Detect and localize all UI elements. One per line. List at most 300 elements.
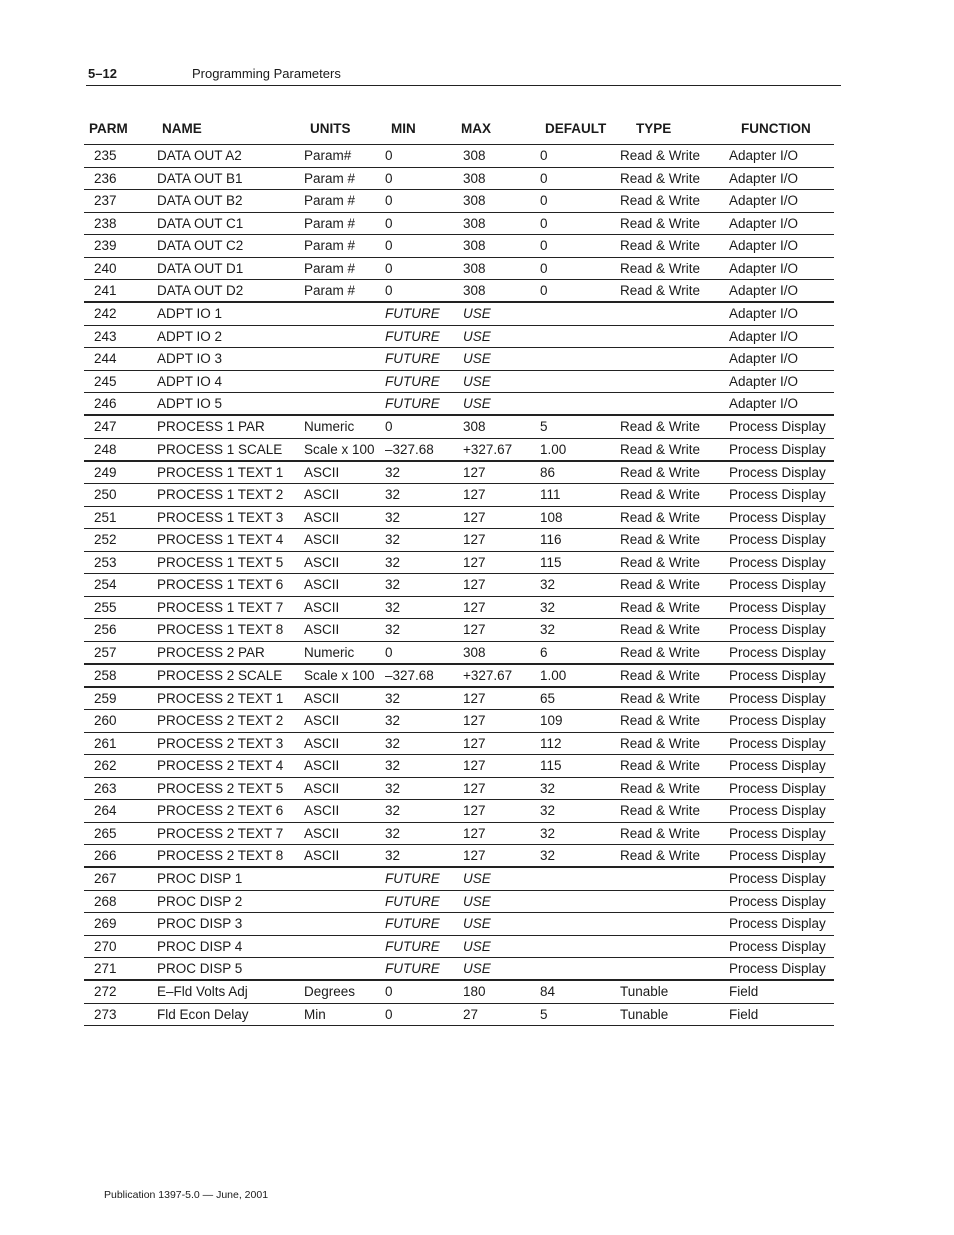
cell-default: 0 (540, 193, 548, 208)
table-row (84, 958, 834, 981)
table-row (84, 348, 834, 371)
cell-default: 32 (540, 848, 556, 863)
cell-function: Adapter I/O (729, 373, 799, 389)
table-row (84, 416, 834, 439)
col-header-min: MIN (391, 121, 416, 136)
table-row (84, 574, 834, 597)
cell-name: ADPT IO 1 (157, 306, 223, 321)
cell-name: E–Fld Volts Adj (157, 984, 248, 999)
cell-function: Adapter I/O (729, 306, 799, 321)
table-row (84, 303, 834, 326)
cell-type: Read & Write (620, 509, 701, 525)
cell-units: Min (304, 1006, 326, 1022)
table-row (84, 529, 834, 552)
table-header (0, 121, 954, 141)
cell-function: Process Display (729, 622, 826, 637)
cell-units: Scale x 100 (304, 441, 375, 457)
cell-default: 0 (540, 170, 548, 186)
cell-default: 32 (540, 599, 556, 615)
cell-function: Adapter I/O (729, 215, 799, 231)
cell-default: 5 (540, 419, 548, 434)
table-row (84, 733, 834, 756)
col-header-default: DEFAULT (545, 121, 607, 136)
cell-min: 0 (385, 193, 393, 208)
cell-min: 32 (385, 487, 401, 502)
cell-default: 32 (540, 577, 556, 592)
cell-min: FUTURE (385, 893, 440, 909)
cell-name: PROCESS 1 TEXT 1 (157, 464, 284, 480)
table-row (84, 552, 834, 575)
table-row (84, 145, 834, 168)
cell-type: Read & Write (620, 599, 701, 615)
cell-name: Fld Econ Delay (157, 1006, 249, 1022)
cell-min: 32 (385, 554, 401, 570)
cell-min: 0 (385, 170, 393, 186)
cell-function: Adapter I/O (729, 328, 799, 344)
cell-name: ADPT IO 5 (157, 396, 223, 411)
cell-max: USE (463, 871, 491, 886)
cell-type: Read & Write (620, 803, 701, 818)
cell-default: 0 (540, 238, 548, 253)
cell-function: Process Display (729, 599, 826, 615)
cell-min: FUTURE (385, 871, 440, 886)
cell-max: 127 (463, 848, 486, 863)
cell-type: Tunable (620, 984, 669, 999)
cell-units: ASCII (304, 599, 340, 615)
col-header-max: MAX (461, 121, 491, 136)
cell-max: 127 (463, 599, 486, 615)
cell-units: ASCII (304, 622, 340, 637)
cell-max: 127 (463, 622, 486, 637)
cell-max: 127 (463, 487, 486, 502)
cell-parm: 247 (94, 419, 117, 434)
table-row (84, 845, 834, 868)
cell-max: +327.67 (463, 667, 513, 683)
cell-units: ASCII (304, 848, 340, 863)
cell-max: 127 (463, 532, 486, 547)
cell-function: Process Display (729, 735, 826, 751)
cell-units: ASCII (304, 735, 340, 751)
cell-type: Read & Write (620, 554, 701, 570)
cell-type: Read & Write (620, 283, 701, 298)
cell-max: 308 (463, 170, 486, 186)
cell-max: 180 (463, 984, 486, 999)
cell-max: 127 (463, 464, 486, 480)
cell-max: 308 (463, 260, 486, 276)
cell-name: PROCESS 1 TEXT 7 (157, 599, 284, 615)
cell-min: 0 (385, 238, 393, 253)
cell-default: 0 (540, 148, 548, 163)
cell-default: 32 (540, 803, 556, 818)
cell-max: 308 (463, 238, 486, 253)
cell-parm: 252 (94, 532, 117, 547)
cell-parm: 248 (94, 441, 117, 457)
parameter-table (84, 144, 834, 1026)
cell-name: PROCESS 2 TEXT 5 (157, 780, 284, 796)
cell-name: PROCESS 1 TEXT 2 (157, 487, 284, 502)
cell-type: Read & Write (620, 622, 701, 637)
cell-max: 127 (463, 554, 486, 570)
cell-function: Process Display (729, 644, 826, 660)
cell-type: Read & Write (620, 735, 701, 751)
cell-function: Process Display (729, 419, 826, 434)
cell-name: DATA OUT D1 (157, 260, 244, 276)
cell-default: 32 (540, 780, 556, 796)
cell-max: 27 (463, 1006, 479, 1022)
cell-function: Process Display (729, 780, 826, 796)
cell-min: FUTURE (385, 328, 440, 344)
cell-name: PROCESS 2 TEXT 8 (157, 848, 284, 863)
table-row (84, 168, 834, 191)
cell-min: 32 (385, 509, 401, 525)
cell-max: 127 (463, 577, 486, 592)
cell-default: 32 (540, 622, 556, 637)
cell-parm: 243 (94, 328, 117, 344)
col-header-name: NAME (162, 121, 202, 136)
cell-name: PROC DISP 2 (157, 893, 243, 909)
cell-min: –327.68 (385, 667, 434, 683)
cell-parm: 260 (94, 713, 117, 728)
cell-units: ASCII (304, 464, 340, 480)
cell-units: Param # (304, 260, 356, 276)
cell-min: 0 (385, 1006, 393, 1022)
cell-type: Read & Write (620, 713, 701, 728)
cell-units: ASCII (304, 758, 340, 773)
cell-parm: 271 (94, 961, 117, 976)
cell-name: DATA OUT A2 (157, 148, 242, 163)
cell-function: Process Display (729, 916, 826, 931)
table-row (84, 371, 834, 394)
cell-default: 109 (540, 713, 563, 728)
cell-function: Process Display (729, 871, 826, 886)
cell-min: 0 (385, 260, 393, 276)
cell-min: 32 (385, 622, 401, 637)
cell-function: Field (729, 1006, 759, 1022)
cell-type: Read & Write (620, 848, 701, 863)
cell-name: ADPT IO 2 (157, 328, 223, 344)
cell-parm: 255 (94, 599, 117, 615)
cell-name: PROC DISP 3 (157, 916, 243, 931)
page-number: 5–12 (88, 66, 117, 81)
cell-min: 32 (385, 735, 401, 751)
cell-min: 32 (385, 848, 401, 863)
col-header-units: UNITS (310, 121, 351, 136)
cell-parm: 264 (94, 803, 117, 818)
cell-units: Degrees (304, 984, 356, 999)
cell-function: Process Display (729, 938, 826, 954)
cell-name: PROCESS 2 PAR (157, 644, 265, 660)
cell-units: Param# (304, 148, 352, 163)
cell-max: 308 (463, 193, 486, 208)
table-row (84, 190, 834, 213)
cell-min: FUTURE (385, 961, 440, 976)
cell-min: 32 (385, 532, 401, 547)
cell-parm: 236 (94, 170, 117, 186)
cell-parm: 258 (94, 667, 117, 683)
cell-default: 112 (540, 735, 562, 751)
cell-parm: 251 (94, 509, 117, 525)
cell-min: FUTURE (385, 306, 440, 321)
cell-name: DATA OUT D2 (157, 283, 244, 298)
header-rule (86, 85, 841, 86)
cell-name: PROCESS 1 TEXT 4 (157, 532, 284, 547)
cell-type: Read & Write (620, 667, 701, 683)
table-row (84, 710, 834, 733)
cell-function: Adapter I/O (729, 351, 799, 366)
cell-units: ASCII (304, 690, 340, 706)
cell-units: ASCII (304, 554, 340, 570)
table-row (84, 891, 834, 914)
cell-parm: 256 (94, 622, 117, 637)
cell-max: USE (463, 328, 491, 344)
cell-min: 0 (385, 419, 393, 434)
table-row (84, 484, 834, 507)
cell-function: Process Display (729, 825, 826, 841)
cell-min: 32 (385, 577, 401, 592)
col-header-type: TYPE (636, 121, 672, 136)
cell-type: Read & Write (620, 780, 701, 796)
cell-min: –327.68 (385, 441, 434, 457)
cell-type: Read & Write (620, 577, 701, 592)
cell-max: USE (463, 306, 491, 321)
cell-parm: 246 (94, 396, 117, 411)
cell-name: ADPT IO 3 (157, 351, 223, 366)
cell-type: Read & Write (620, 644, 701, 660)
cell-min: 32 (385, 713, 401, 728)
cell-parm: 272 (94, 984, 117, 999)
cell-parm: 261 (94, 735, 117, 751)
cell-parm: 237 (94, 193, 117, 208)
cell-name: DATA OUT C2 (157, 238, 244, 253)
cell-function: Field (729, 984, 759, 999)
cell-parm: 250 (94, 487, 117, 502)
cell-default: 84 (540, 984, 556, 999)
cell-max: 127 (463, 803, 486, 818)
table-row (84, 326, 834, 349)
cell-function: Process Display (729, 713, 826, 728)
table-row (84, 936, 834, 959)
table-row (84, 778, 834, 801)
cell-parm: 273 (94, 1006, 117, 1022)
cell-units: ASCII (304, 509, 340, 525)
table-row (84, 258, 834, 281)
cell-name: PROCESS 2 TEXT 6 (157, 803, 284, 818)
cell-function: Process Display (729, 848, 826, 863)
cell-min: FUTURE (385, 396, 440, 411)
cell-min: 32 (385, 825, 401, 841)
cell-default: 108 (540, 509, 563, 525)
cell-default: 115 (540, 554, 562, 570)
table-row (84, 393, 834, 416)
cell-default: 1.00 (540, 667, 567, 683)
cell-default: 65 (540, 690, 556, 706)
cell-name: DATA OUT B1 (157, 170, 243, 186)
cell-parm: 259 (94, 690, 117, 706)
cell-parm: 253 (94, 554, 117, 570)
cell-function: Adapter I/O (729, 238, 799, 253)
cell-units: Param # (304, 193, 356, 208)
cell-type: Read & Write (620, 419, 701, 434)
cell-default: 0 (540, 283, 548, 298)
cell-units: ASCII (304, 577, 340, 592)
cell-units: ASCII (304, 825, 340, 841)
cell-parm: 265 (94, 825, 117, 841)
cell-min: 0 (385, 148, 393, 163)
table-row (84, 439, 834, 462)
cell-min: FUTURE (385, 916, 440, 931)
cell-min: 0 (385, 283, 393, 298)
cell-parm: 254 (94, 577, 117, 592)
cell-function: Process Display (729, 893, 826, 909)
cell-default: 5 (540, 1006, 548, 1022)
table-row (84, 1004, 834, 1027)
cell-default: 111 (540, 487, 561, 502)
cell-name: PROC DISP 5 (157, 961, 243, 976)
cell-type: Tunable (620, 1006, 669, 1022)
cell-max: 127 (463, 509, 486, 525)
cell-max: 127 (463, 780, 486, 796)
cell-function: Process Display (729, 487, 826, 502)
cell-min: 32 (385, 758, 401, 773)
cell-name: PROCESS 2 SCALE (157, 667, 283, 683)
table-row (84, 688, 834, 711)
cell-name: PROCESS 2 TEXT 7 (157, 825, 284, 841)
cell-parm: 263 (94, 780, 117, 796)
cell-parm: 266 (94, 848, 117, 863)
cell-parm: 242 (94, 306, 117, 321)
cell-default: 1.00 (540, 441, 567, 457)
cell-max: 308 (463, 283, 486, 298)
cell-units: ASCII (304, 713, 340, 728)
cell-type: Read & Write (620, 215, 701, 231)
cell-parm: 239 (94, 238, 117, 253)
cell-default: 116 (540, 532, 562, 547)
table-row (84, 755, 834, 778)
cell-parm: 268 (94, 893, 117, 909)
cell-name: PROCESS 1 TEXT 6 (157, 577, 284, 592)
cell-max: 127 (463, 713, 486, 728)
cell-parm: 244 (94, 351, 117, 366)
cell-parm: 257 (94, 644, 117, 660)
cell-default: 0 (540, 260, 548, 276)
cell-default: 6 (540, 644, 548, 660)
cell-parm: 240 (94, 260, 117, 276)
cell-units: ASCII (304, 780, 340, 796)
cell-name: PROCESS 1 PAR (157, 419, 265, 434)
cell-min: FUTURE (385, 373, 440, 389)
cell-min: 0 (385, 984, 393, 999)
cell-min: FUTURE (385, 938, 440, 954)
cell-name: ADPT IO 4 (157, 373, 223, 389)
cell-max: USE (463, 351, 491, 366)
cell-function: Adapter I/O (729, 148, 799, 163)
table-row (84, 823, 834, 846)
cell-function: Process Display (729, 532, 826, 547)
cell-function: Adapter I/O (729, 260, 799, 276)
cell-parm: 241 (94, 283, 117, 298)
cell-max: +327.67 (463, 441, 513, 457)
cell-units: Scale x 100 (304, 667, 375, 683)
cell-parm: 262 (94, 758, 117, 773)
table-row (84, 619, 834, 642)
cell-max: USE (463, 961, 491, 976)
cell-type: Read & Write (620, 487, 701, 502)
cell-type: Read & Write (620, 170, 701, 186)
table-row (84, 597, 834, 620)
cell-max: USE (463, 916, 491, 931)
cell-units: Numeric (304, 419, 355, 434)
cell-parm: 269 (94, 916, 117, 931)
cell-type: Read & Write (620, 825, 701, 841)
cell-type: Read & Write (620, 148, 701, 163)
cell-name: PROCESS 2 TEXT 1 (157, 690, 284, 706)
cell-type: Read & Write (620, 193, 701, 208)
cell-function: Process Display (729, 667, 826, 683)
cell-max: 127 (463, 758, 486, 773)
cell-type: Read & Write (620, 690, 701, 706)
col-header-parm: PARM (89, 121, 128, 136)
cell-type: Read & Write (620, 238, 701, 253)
cell-min: 32 (385, 780, 401, 796)
cell-parm: 238 (94, 215, 117, 231)
table-row (84, 868, 834, 891)
cell-name: PROC DISP 1 (157, 871, 243, 886)
cell-max: 127 (463, 825, 486, 841)
cell-name: PROCESS 1 SCALE (157, 441, 283, 457)
cell-default: 0 (540, 215, 548, 231)
cell-max: 127 (463, 690, 486, 706)
cell-parm: 267 (94, 871, 117, 886)
cell-name: PROCESS 2 TEXT 2 (157, 713, 284, 728)
cell-parm: 249 (94, 464, 117, 480)
cell-units: Param # (304, 170, 356, 186)
cell-max: USE (463, 373, 491, 389)
cell-units: Param # (304, 215, 356, 231)
footer-publication: Publication 1397-5.0 — June, 2001 (104, 1189, 269, 1201)
cell-max: 308 (463, 148, 486, 163)
cell-units: Numeric (304, 644, 355, 660)
table-row (84, 665, 834, 688)
cell-min: 32 (385, 464, 401, 480)
cell-units: ASCII (304, 532, 340, 547)
cell-min: 32 (385, 599, 401, 615)
table-row (84, 280, 834, 303)
table-row (84, 235, 834, 258)
cell-max: 127 (463, 735, 486, 751)
cell-max: 308 (463, 644, 486, 660)
cell-function: Adapter I/O (729, 396, 799, 411)
cell-function: Adapter I/O (729, 283, 799, 298)
cell-units: Param # (304, 283, 356, 298)
cell-max: 308 (463, 215, 486, 231)
cell-min: 0 (385, 215, 393, 231)
cell-function: Process Display (729, 577, 826, 592)
cell-function: Process Display (729, 509, 826, 525)
cell-type: Read & Write (620, 464, 701, 480)
cell-function: Process Display (729, 758, 826, 773)
cell-units: ASCII (304, 487, 340, 502)
cell-type: Read & Write (620, 758, 701, 773)
cell-function: Adapter I/O (729, 193, 799, 208)
cell-default: 115 (540, 758, 562, 773)
table-row (84, 213, 834, 236)
cell-max: USE (463, 396, 491, 411)
cell-parm: 245 (94, 373, 117, 389)
cell-name: PROCESS 1 TEXT 8 (157, 622, 284, 637)
cell-name: PROCESS 2 TEXT 4 (157, 758, 284, 773)
table-row (84, 507, 834, 530)
cell-min: 32 (385, 690, 401, 706)
